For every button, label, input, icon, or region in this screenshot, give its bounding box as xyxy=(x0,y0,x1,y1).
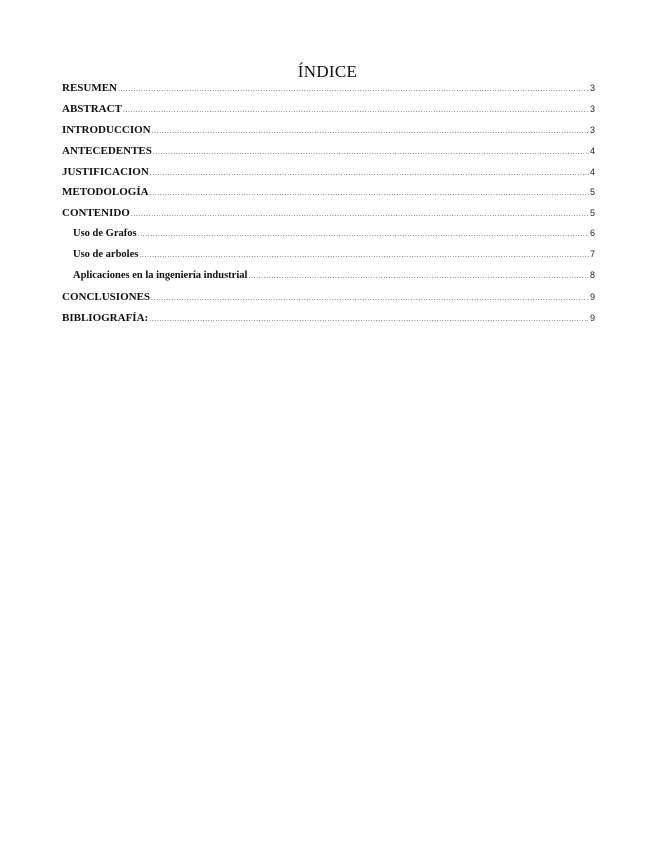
toc-entry-label: RESUMEN xyxy=(62,82,118,94)
toc-page-number: 5 xyxy=(589,187,595,198)
toc-entry-label: Uso de Grafos xyxy=(73,228,137,240)
toc-entry-label: METODOLOGÍA xyxy=(62,186,149,199)
toc-entry-label: ANTECEDENTES xyxy=(62,144,152,157)
toc-page-number: 7 xyxy=(589,249,595,260)
dot-leader xyxy=(153,149,589,156)
dot-leader xyxy=(139,252,589,259)
toc-page-number: 6 xyxy=(589,228,595,239)
toc-page-number: 3 xyxy=(589,124,595,135)
toc-entry-label: CONTENIDO xyxy=(62,207,130,220)
toc-page-number: 9 xyxy=(589,291,595,302)
toc-entry-contenido[interactable] xyxy=(62,207,595,228)
toc-page-number: 9 xyxy=(589,312,595,323)
dot-leader xyxy=(248,273,589,280)
toc-entry-uso-de-grafos[interactable] xyxy=(62,228,595,249)
toc-entry-introduccion[interactable] xyxy=(62,124,595,145)
toc-entry-abstract[interactable] xyxy=(62,103,595,124)
toc-entry-uso-de-arboles[interactable] xyxy=(62,249,595,270)
toc-page-number: 4 xyxy=(589,145,595,156)
dot-leader xyxy=(151,295,589,302)
page-title: ÍNDICE xyxy=(297,62,358,81)
dot-leader xyxy=(131,211,589,218)
dot-leader xyxy=(150,190,589,197)
toc-page-number: 4 xyxy=(589,166,595,177)
toc-entry-aplicaciones[interactable] xyxy=(62,270,595,291)
toc-page-number: 3 xyxy=(589,83,595,93)
toc-page-number: 8 xyxy=(589,270,595,281)
dot-leader xyxy=(138,231,589,238)
toc-entry-label: Aplicaciones en la ingeniería industrial xyxy=(73,270,248,282)
toc-entry-label: INTRODUCCION xyxy=(62,123,151,136)
dot-leader xyxy=(118,86,589,93)
toc-page-number: 3 xyxy=(589,103,595,114)
toc-entry-label: ABSTRACT xyxy=(62,102,122,115)
toc-entry-conclusiones[interactable] xyxy=(62,291,595,312)
toc-entry-justificacion[interactable] xyxy=(62,166,595,187)
toc-page-number: 5 xyxy=(589,208,595,219)
toc-entry-label: CONCLUSIONES xyxy=(62,290,151,303)
dot-leader xyxy=(123,107,589,114)
toc-entry-bibliografia[interactable] xyxy=(62,312,595,333)
dot-leader xyxy=(149,316,589,323)
toc-entry-label: JUSTIFICACION xyxy=(62,165,149,178)
toc-entry-antecedentes[interactable] xyxy=(62,145,595,166)
toc-entry-label: Uso de arboles xyxy=(73,249,139,261)
toc-entry-label: BIBLIOGRAFÍA: xyxy=(62,311,149,324)
table-of-contents xyxy=(62,82,595,333)
toc-entry-metodologia[interactable] xyxy=(62,186,595,207)
toc-entry-resumen[interactable] xyxy=(62,82,595,103)
dot-leader xyxy=(150,170,589,177)
dot-leader xyxy=(152,128,589,135)
